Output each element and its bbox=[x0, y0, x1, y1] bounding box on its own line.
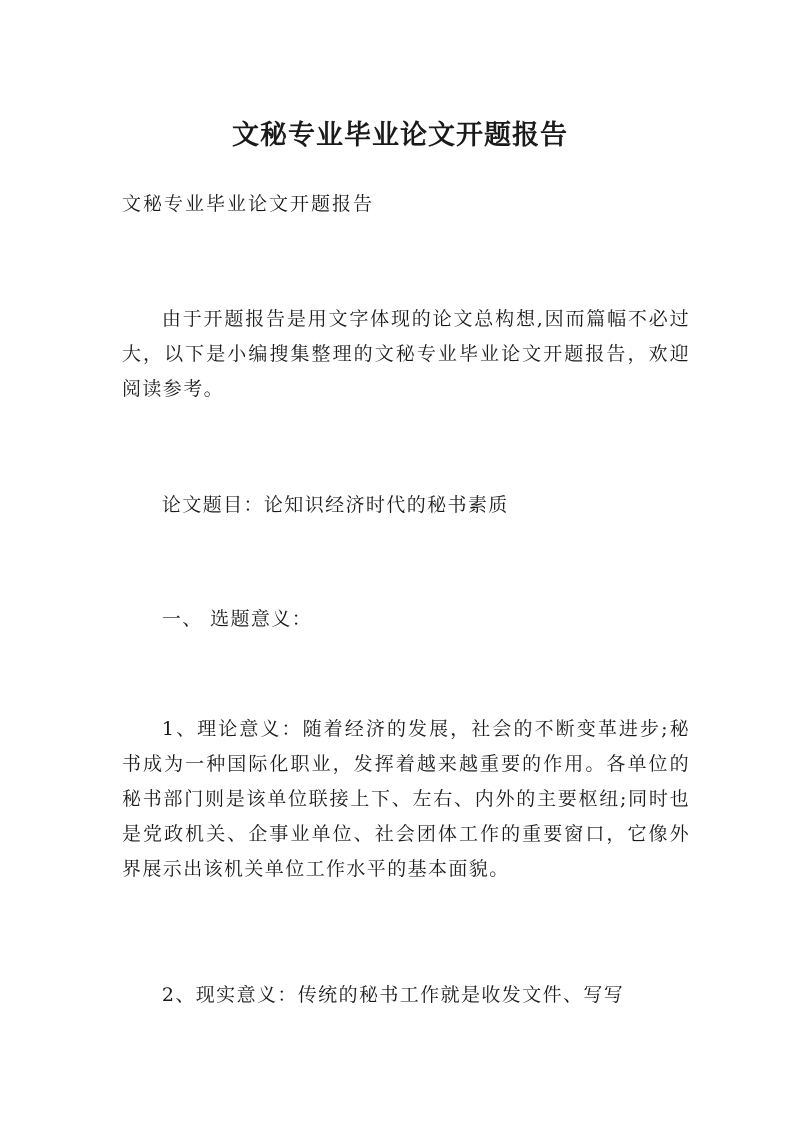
document-title: 文秘专业毕业论文开题报告 bbox=[232, 120, 568, 152]
practical-significance-paragraph: 2、现实意义：传统的秘书工作就是收发文件、写写 bbox=[161, 984, 625, 1006]
theoretical-significance-paragraph: 1、理论意义：随着经济的发展，社会的不断变革进步;秘书成为一种国际化职业，发挥着越来越重要的作用。各单位的秘书部门则是该单位联接上下、左右、内外的主要枢纽;同时也是党政机关、企事业单位、社会团体工作的重要窗口，它像外界展示出该机关单位工作水平的基本面貌。 bbox=[122, 718, 690, 880]
section-heading-significance: 一、 选题意义： bbox=[161, 608, 313, 630]
intro-paragraph: 由于开题报告是用文字体现的论文总构想,因而篇幅不必过大，以下是小编搜集整理的文秘专业毕业论文开题报告，欢迎阅读参考。 bbox=[122, 308, 690, 400]
document-subtitle: 文秘专业毕业论文开题报告 bbox=[122, 193, 375, 215]
thesis-topic-paragraph: 论文题目：论知识经济时代的秘书素质 bbox=[161, 494, 509, 516]
